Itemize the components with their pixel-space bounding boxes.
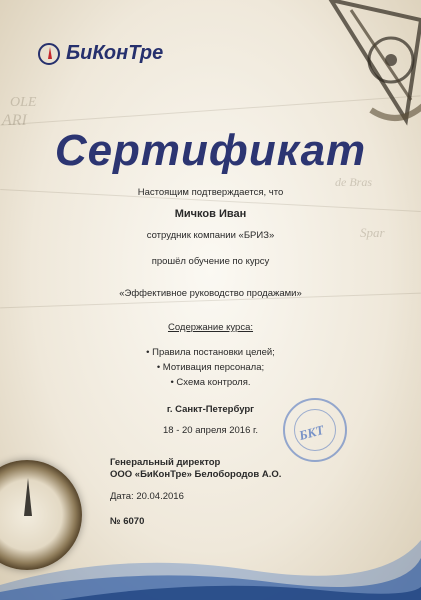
course-name: «Эффективное руководство продажами» <box>119 288 302 299</box>
company-stamp <box>283 398 347 462</box>
map-background-text: ARI <box>2 112 27 129</box>
map-background-text: de Bras <box>335 175 372 189</box>
issue-date: Дата: 20.04.2016 <box>110 491 184 502</box>
brand-name: БиКонТре <box>66 42 164 64</box>
certificate-title: Сертификат <box>54 126 367 175</box>
recipient-name: Мичков Иван <box>174 208 247 220</box>
director-line: ООО «БиКонТре» Белобородов А.О. <box>110 469 282 480</box>
list-item: • Правила постановки целей; <box>146 347 275 358</box>
map-background-text: OLE <box>10 95 37 110</box>
blue-wave-decoration <box>0 530 421 600</box>
sextant-illustration <box>311 0 421 130</box>
stamp-text: БКТ <box>297 422 326 444</box>
content-heading: Содержание курса: <box>167 322 254 333</box>
recipient-role: сотрудник компании «БРИЗ» <box>146 230 275 241</box>
course-content-list <box>0 345 421 390</box>
director-title: Генеральный директор <box>110 457 221 468</box>
trained-text: прошёл обучение по курсу <box>151 256 270 267</box>
list-item: • Схема контроля. <box>170 377 251 388</box>
city: г. Санкт-Петербург <box>166 404 255 415</box>
confirm-text: Настоящим подтверждается, что <box>137 187 284 198</box>
compass-logo-icon <box>38 43 60 65</box>
brand-logo <box>38 42 163 65</box>
map-background-text: Spar <box>360 225 385 240</box>
list-item: • Мотивация персонала; <box>156 362 265 373</box>
certificate-number: № 6070 <box>110 516 145 527</box>
course-dates: 18 - 20 апреля 2016 г. <box>163 425 258 436</box>
